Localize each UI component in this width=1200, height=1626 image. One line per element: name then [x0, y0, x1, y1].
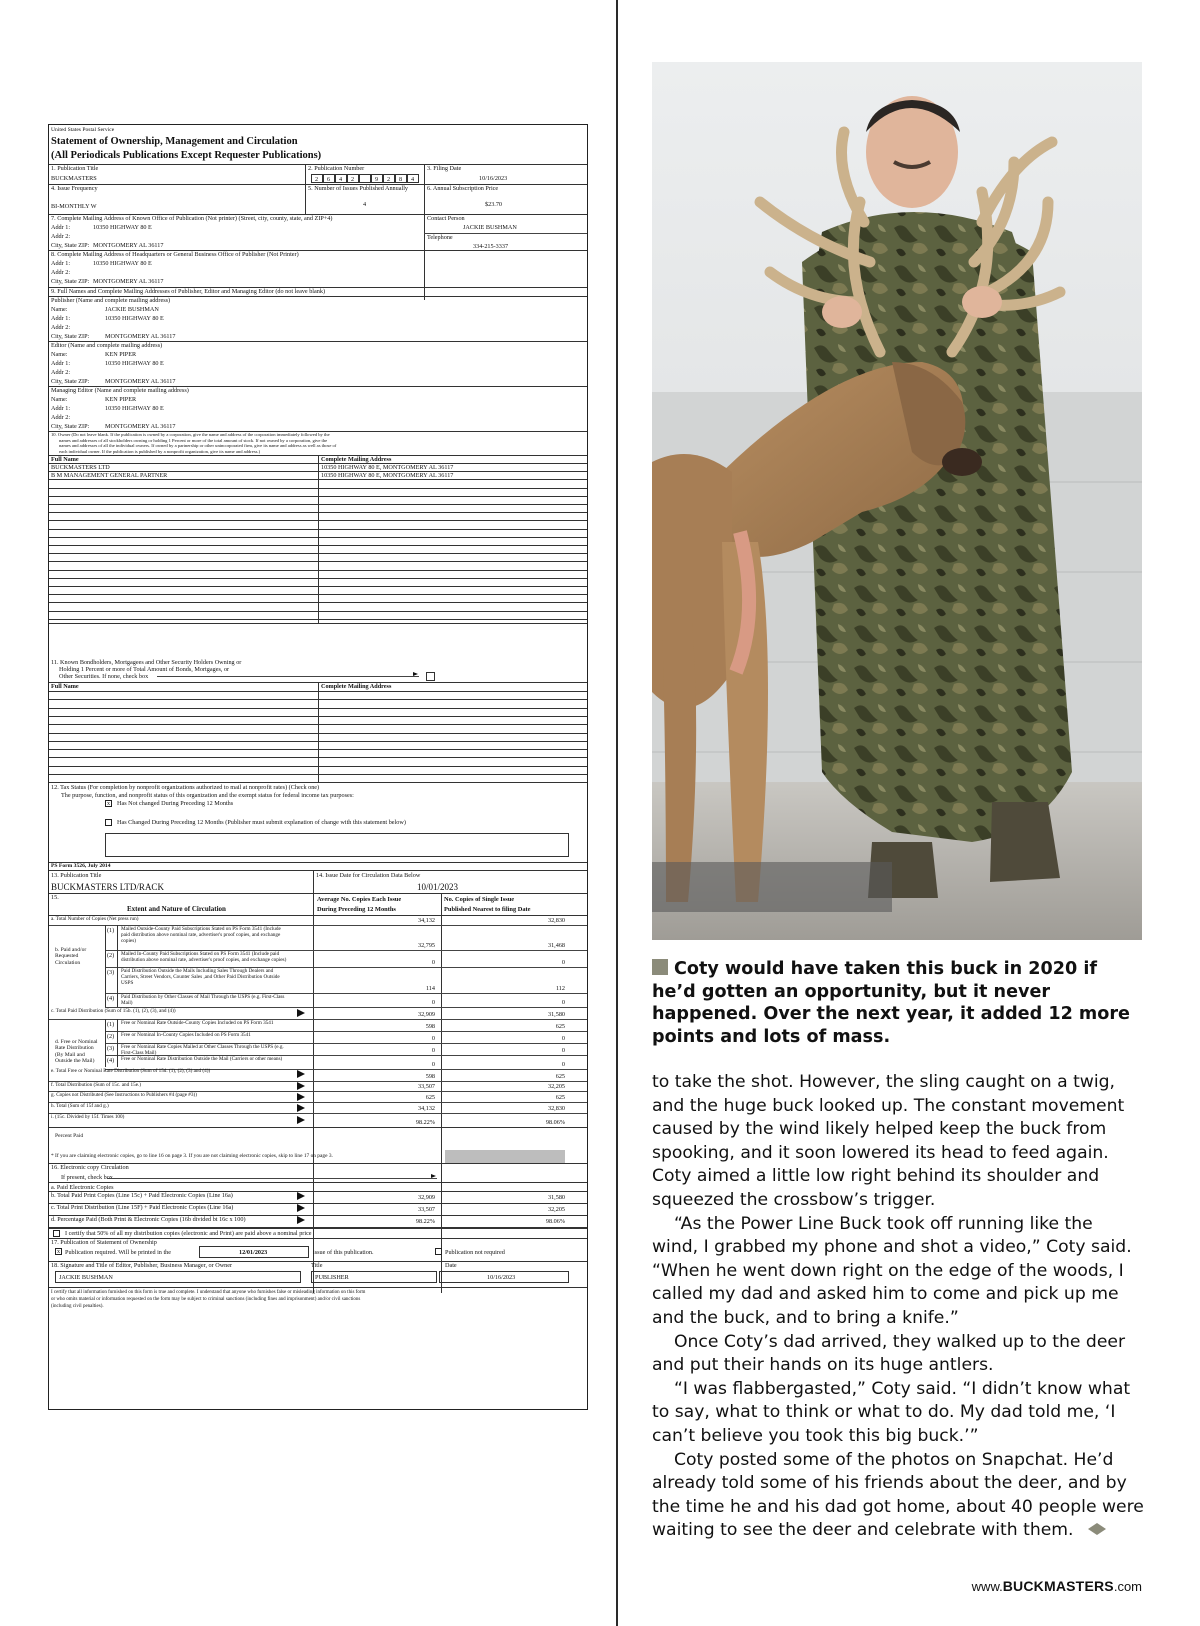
- tax-changed-checkbox[interactable]: [105, 819, 112, 826]
- hq-street: 10350 HIGHWAY 80 E: [93, 260, 152, 267]
- contact-label: Contact Person: [427, 215, 465, 222]
- publication-required-checkbox[interactable]: x: [57, 1249, 60, 1255]
- electronic-single-value: 32,205: [547, 1206, 565, 1213]
- tax-explanation-box: [105, 833, 569, 857]
- circulation-single-value: 0: [561, 1061, 565, 1068]
- circulation-avg-value: 0: [431, 1061, 435, 1068]
- paragraph-1: to take the shot. However, the sling caught on a twig, and the huge buck looked up. The constant movement caused by the wind likely helped keep the buck from spooking, and it soon lowered its head to feed again. Coty aimed a little low right behind its shoulder and squeezed the crossbow’s trigger.: [652, 1072, 1125, 1210]
- paid-circulation-group-label: b. Paid and/or Requested Circulation: [55, 947, 87, 966]
- circulation-row-label: Free or Nominal Rate Copies Mailed at Other Classes Through the USPS (e.g. First-Class Mail): [121, 1044, 284, 1056]
- circulation-row-label: i. (15c. Divided by 15f. Times 100): [51, 1114, 125, 1120]
- editor-name: KEN PIPER: [105, 351, 137, 358]
- photo-illustration: [652, 62, 1142, 940]
- names-label: 9. Full Names and Complete Mailing Addresses of Publisher, Editor and Managing Editor (do not leave blank): [51, 288, 326, 295]
- circulation-single-value: 32,830: [547, 917, 565, 924]
- circulation-avg-value: 598: [425, 1023, 435, 1030]
- managing-editor-label: Managing Editor (Name and complete mailing address): [51, 387, 189, 394]
- pub-title-13: BUCKMASTERS LTD/RACK: [51, 882, 164, 892]
- circulation-single-value: 625: [555, 1023, 565, 1030]
- pub-title-value: BUCKMASTERS: [51, 175, 97, 182]
- paragraph-3: Once Coty’s dad arrived, they walked up to the deer and put their hands on its huge antlers.: [652, 1331, 1126, 1376]
- circulation-single-value: 32,830: [547, 1105, 565, 1112]
- circulation-single-value: 31,580: [547, 1011, 565, 1018]
- electronic-row-label: c. Total Print Distribution (Line 15F) + Paid Electronic Copies (Line 16a): [51, 1204, 234, 1211]
- issue-frequency-value: BI-MONTHLY W: [51, 203, 97, 210]
- paragraph-2: “As the Power Line Buck took off running like the wind, I grabbed my phone and shot a video,” Coty said. “When he went down right on the edge of the woods, I called my dad and asked him to come and pick up me and the buck, and to bring a knife.”: [652, 1213, 1132, 1328]
- circulation-row-label: Mailed In-County Paid Subscriptions Stated on PS Form 3541 (Include paid distribution above nominal rate, advertiser's proof copies, and exchange copies): [121, 951, 287, 963]
- circulation-single-value: 112: [555, 985, 565, 992]
- circulation-row-label: h. Total (Sum of 15f and g.): [51, 1103, 109, 1109]
- circulation-avg-value: 598: [425, 1073, 435, 1080]
- publication-date: 12/01/2023: [239, 1249, 268, 1256]
- circulation-row-label: f. Total Distribution (Sum of 15c. and 15e.): [51, 1082, 142, 1088]
- ownership-statement-form: United States Postal Service Statement of Ownership, Management and Circulation (All Periodicals Publications Except Requester Publications) 1. Publication Title BUCKMASTERS 2. Publication Number 2 6 4 2 9 2 8 4 3. Filing Date 10/16/2023 4. Issue Frequency BI-MONTHLY W 5. Number of Issues Published Annually 4 6. Annual Subscription Price $23.70 7. Complete Mailing Address of Known Office of Publication (Not printer) (Street, city, county, state, and ZIP+4) Contact Person JACKIE BUSHMAN Telephone 334-215-3337 Addr 1: 10350 HIGHWAY 80 E Addr 2: City, State ZIP: MONTGOMERY AL 36117 8. Complete Mailing Address of Headquarters or General Business Office of Publisher (Not Printer) Addr 1: 10350 HIGHWAY 80 E Addr 2: City, State ZIP: MONTGOMERY AL 36117 9. Full Names and Complete Mailing Addresses of Publisher, Editor and Managing Editor (do not leave blank) Publisher (Name and complete mailing address) Name: JACKIE BUSHMAN Addr 1: 10350 HIGHWAY 80 E Addr 2: City, State ZIP: MONTGOMERY AL 36117 Editor (Name and complete mailing address) Name: KEN PIPER Addr 1: 10350 HIGHWAY 80 E Addr 2: City, State ZIP: MONTGOMERY AL 36117 Managing Editor (Name and complete mailing address) Name: KEN PIPER Addr 1: 10350 HIGHWAY 80 E Addr 2: City, State ZIP: MONTGOMERY AL 36117 10. Owner (Do not leave blank. If the publication is owned by a corporation, give the name and address of the corporation immediately followed by the names and addresses of all stockholders owning or holding 1 Percent or more of the total amount of stock. If not owned by a corporation, give the names and addresses of all the individual owners. If owned by a partnership or other unincorporated firm, give its name and address as well as those of each individual owner. If the publication is published by a nonprofit organization, give its name and address.) Full Name Complete Mailing Address BUCKMASTERS LTD 10350 HIGHWAY 80 E, MONTGOMERY AL 36117 B M MANAGEMENT GENERAL PARTNER 10350 HIGHWAY 80 E, MONTGOMERY AL 36117 11. Known Bondholders, Mortgagees and Other Security Holders Owning or Holding 1 Percent or more of Total Amount of Bonds, Mortgages, or Other Securities. If none, check box Full Name Complete Mailing Address 12. Tax Status (For completion by nonprofit organizations authorized to mail at nonprofit rates) (Check one) The purpose, function, and nonprofit status of this organization and the exempt status for federal income tax purposes: x Has Not changed During Preceding 12 Months Has Changed During Preceding 12 Months (Publisher must submit explanation of change with this statement below) PS Form 3526, July 2014 13. Publication Title BUCKMASTERS LTD/RACK 14. Issue Date for Circulation Data Below 10/01/2023 15. Extent and Nature of Circulation Average No. Copies Each Issue During Preceding 12 Months No. Copies of Single Issue Published Nearest to filing Date a. Total Number of Copies (Net press run) 34,132 32,830 (1) Mailed Outside-County Paid Subscriptions Stated on PS Form 3541 (Include paid distribution above nominal rate, advertiser's proof copies, and exchange copies) 32,795 31,468 (2) Mailed In-County Paid Subscriptions Stated on PS Form 3541 (Include paid distribution above nominal rate, advertiser's proof copies, and exchange copies) 0 0 (3) Paid Distribution Outside the Mails Including Sales Through Dealers and Carriers, Street Vendors, Counter Sales ,and Other Paid Distribution Outside USPS 114 112 (4) Paid Distribution by Other Classes of Mail Through the USPS (e.g. First-Class Mail) 0 0 c. Total Paid Distribution (Sum of 15b. (1), (2), (3), and (4)) 32,909 31,580 (1) Free or Nominal Rate Outside-County Copies Included on PS Form 3541 598 625 (2) Free or Nominal In-County Copies Included on PS Form 3541 0 0 (3) Free or Nominal Rate Copies Mailed at Other Classes Through the USPS (e.g. First-Class Mail) 0 0 (4) Free or Nominal Rate Distribution Outside the Mail (Carriers or other means) 0 0 e. Total Free or Nominal Rate Distribution (Sum of 15d. (1), (2), (3) and (4)) 598 625 f. Total Distribution (Sum of 15c. and 15e.) 33,507 32,205 g. Copies not Distributed (See Instructions to Publishers #4 (page #3)) 625 625 h. Total (Sum of 15f and g.) 34,132 32,830 i. (15c. Divided by 15f. Times 100) 98.22% 98.06% b. Paid and/or Requested Circulation d. Free or Nominal Rate Distribution (By Mail and Outside the Mail) Percent Paid * If you are claiming electronic copies, go to line 16 on page 3. If you are not claiming electronic copies, skip to line 17 on page 3. 16. Electronic copy Circulation If present, check box a. Paid Electronic Copies b. Total Paid Print Copies (Line 15c) + Paid Electronic Copies (Line 16a) 32,909 31,580 c. Total Print Distribution (Line 15F) + Paid Electronic Copies (Line 16a) 33,507 32,205 d. Percentage Paid (Both Print & Electronic Copies (16b divided bt 16c x 100) 98.22% 98.06% I certify that 50% of all my distribution copies (electronic and Print) are paid above a nominal price 17. Publication of Statement of Ownership x Publication required. Will be printed in the 12/01/2023 issue of this publication. Publication not required 18. Signature and Title of Editor, Publisher, Business Manager, or Owner Title Date JACKIE BUSHMAN PUBLISHER 10/16/2023 I certify that all information furnished on this form is true and complete. I understand that anyone who furnishes false or misleading information on this form or who omits material or information requested on the form may be subject to criminal sanctions (including fines and imprisonment) and/or civil sanctions (including civil penalties).: [48, 124, 588, 1410]
- form-agency: United States Postal Service: [51, 127, 115, 133]
- electronic-note: * If you are claiming electronic copies, go to line 16 on page 3. If you are not claiming electronic copies, skip to line 17 on page 3.: [51, 1153, 333, 1159]
- electronic-avg-value: 98.22%: [415, 1218, 435, 1225]
- pub-number-digit: 4: [407, 174, 419, 183]
- electronic-single-value: 31,580: [547, 1194, 565, 1201]
- pub-number-digit: 9: [371, 174, 383, 183]
- circulation-avg-value: 114: [425, 985, 435, 992]
- circulation-row-label: Free or Nominal Rate Distribution Outside the Mail (Carriers or other means): [121, 1056, 283, 1062]
- electronic-avg-value: 33,507: [417, 1206, 435, 1213]
- contact-value: JACKIE BUSHMAN: [463, 224, 517, 231]
- pub-number-digit: 2: [311, 174, 323, 183]
- circulation-row-label: Free or Nominal In-County Copies Included on PS Form 3541: [121, 1032, 251, 1038]
- electronic-single-value: 98.06%: [545, 1218, 565, 1225]
- circulation-single-value: 31,468: [547, 942, 565, 949]
- electronic-avg-value: 32,909: [417, 1194, 435, 1201]
- circulation-avg-value: 625: [425, 1094, 435, 1101]
- pub-title-label: 1. Publication Title: [51, 165, 99, 172]
- circulation-avg-value: 0: [431, 1047, 435, 1054]
- sub-price-label: 6. Annual Subscription Price: [427, 185, 499, 192]
- photo-caption: [652, 958, 1142, 1048]
- sub-price-value: $23.70: [485, 201, 503, 208]
- filing-date-value: 10/16/2023: [479, 175, 508, 182]
- num-issues-value: 4: [363, 201, 367, 208]
- circulation-single-value: 0: [561, 1047, 565, 1054]
- circulation-avg-value: 0: [431, 1035, 435, 1042]
- electronic-row-label: d. Percentage Paid (Both Print & Electronic Copies (16b divided bt 16c x 100): [51, 1216, 246, 1223]
- certify-50-checkbox[interactable]: [53, 1230, 60, 1237]
- hq-city: MONTGOMERY AL 36117: [93, 278, 164, 285]
- pub-number-digit: 4: [335, 174, 347, 183]
- circulation-single-value: 0: [561, 1035, 565, 1042]
- caption-square-icon: [652, 959, 668, 975]
- circulation-single-value: 625: [555, 1073, 565, 1080]
- office-city: MONTGOMERY AL 36117: [93, 242, 164, 249]
- circulation-row-label: Paid Distribution by Other Classes of Mail Through the USPS (e.g. First-Class Mail): [121, 994, 285, 1006]
- pub-number-digit: 2: [347, 174, 359, 183]
- form-title: Statement of Ownership, Management and Circulation: [51, 136, 298, 147]
- filing-date-label: 3. Filing Date: [427, 165, 462, 172]
- signature-title: PUBLISHER: [315, 1274, 349, 1281]
- paragraph-4: “I was flabbergasted,” Coty said. “I didn’t know what to say, what to think or what to do. My dad told me, ‘I can’t believe you took this big buck.’”: [652, 1378, 1131, 1446]
- publication-not-required-checkbox[interactable]: [435, 1248, 442, 1255]
- footer-url: www.BUCKMASTERS.com: [971, 1578, 1142, 1594]
- owner-name: B M MANAGEMENT GENERAL PARTNER: [51, 472, 168, 479]
- circulation-row-label: Paid Distribution Outside the Mails Including Sales Through Dealers and Carriers, Street Vendors, Counter Sales ,and Other Paid Distribution Outside USPS: [121, 968, 280, 986]
- hunter-with-buck-photo: [652, 62, 1142, 940]
- owners-address-header: Complete Mailing Address: [321, 456, 392, 463]
- circulation-row-label: a. Total Number of Copies (Net press run): [51, 916, 139, 922]
- circulation-single-value: 625: [555, 1094, 565, 1101]
- form-subtitle: (All Periodicals Publications Except Requester Publications): [51, 150, 322, 161]
- owners-fullname-header: Full Name: [51, 456, 79, 463]
- circulation-avg-value: 34,132: [417, 1105, 435, 1112]
- issue-frequency-label: 4. Issue Frequency: [51, 185, 98, 192]
- circulation-avg-value: 0: [431, 959, 435, 966]
- owner-address: 10350 HIGHWAY 80 E, MONTGOMERY AL 36117: [321, 472, 454, 479]
- circulation-single-value: 0: [561, 999, 565, 1006]
- free-distribution-group-label: d. Free or Nominal Rate Distribution (By Mail and Outside the Mail): [55, 1039, 98, 1065]
- pub-number-digit: 2: [383, 174, 395, 183]
- publisher-name: JACKIE BUSHMAN: [105, 306, 159, 313]
- column-divider: [616, 0, 618, 1626]
- pub-number-digit: [359, 174, 371, 183]
- telephone-label: Telephone: [427, 234, 453, 241]
- circulation-avg-value: 0: [431, 999, 435, 1006]
- tax-status-label: 12. Tax Status (For completion by nonprofit organizations authorized to mail at nonprofit rates) (Check one): [51, 784, 320, 791]
- end-of-article-diamond-icon: [1088, 1523, 1106, 1535]
- circulation-avg-value: 32,909: [417, 1011, 435, 1018]
- article-body: [652, 1071, 1144, 1543]
- owner-address: 10350 HIGHWAY 80 E, MONTGOMERY AL 36117: [321, 464, 454, 471]
- ps-form-number: PS Form 3526, July 2014: [51, 863, 111, 869]
- publisher-label: Publisher (Name and complete mailing address): [51, 297, 171, 304]
- extent-header: Extent and Nature of Circulation: [127, 905, 226, 913]
- owner-name: BUCKMASTERS LTD: [51, 464, 110, 471]
- circulation-avg-value: 34,132: [417, 917, 435, 924]
- num-issues-label: 5. Number of Issues Published Annually: [308, 185, 409, 192]
- paragraph-5: Coty posted some of the photos on Snapchat. He’d already told some of his friends about the deer, and by the time he and his dad got home, about 40 people were waiting to see the deer and celebrate with them.: [652, 1449, 1144, 1541]
- issue-date-value: 10/01/2023: [417, 882, 459, 892]
- signature-date: 10/16/2023: [487, 1274, 516, 1281]
- circulation-avg-value: 98.22%: [415, 1119, 435, 1126]
- circulation-single-value: 0: [561, 959, 565, 966]
- circulation-avg-value: 33,507: [417, 1083, 435, 1090]
- pub-number-digit: 8: [395, 174, 407, 183]
- pub-number-digit: 6: [323, 174, 335, 183]
- tax-not-changed-checkbox[interactable]: x: [107, 801, 110, 807]
- circulation-single-value: 32,205: [547, 1083, 565, 1090]
- office-street: 10350 HIGHWAY 80 E: [93, 224, 152, 231]
- telephone-value: 334-215-3337: [473, 243, 509, 250]
- hq-address-label: 8. Complete Mailing Address of Headquarters or General Business Office of Publisher (Not Printer): [51, 251, 299, 258]
- no-bondholders-checkbox[interactable]: [426, 672, 435, 681]
- caption-text: Coty would have taken this buck in 2020 if he’d gotten an opportunity, but it never happened. Over the next year, it added 12 more points and lots of mass.: [652, 959, 1130, 1047]
- editor-label: Editor (Name and complete mailing address): [51, 342, 163, 349]
- circulation-row-label: g. Copies not Distributed (See Instructions to Publishers #4 (page #3)): [51, 1092, 197, 1098]
- circulation-avg-value: 32,795: [417, 942, 435, 949]
- pub-number-label: 2. Publication Number: [308, 165, 365, 172]
- electronic-row-label: b. Total Paid Print Copies (Line 15c) + Paid Electronic Copies (Line 16a): [51, 1192, 233, 1199]
- signature-name: JACKIE BUSHMAN: [59, 1274, 113, 1281]
- circulation-row-label: e. Total Free or Nominal Rate Distribution (Sum of 15d. (1), (2), (3) and (4)): [51, 1068, 211, 1074]
- circulation-single-value: 98.06%: [545, 1119, 565, 1126]
- managing-editor-name: KEN PIPER: [105, 396, 137, 403]
- circulation-row-label: c. Total Paid Distribution (Sum of 15b. (1), (2), (3), and (4)): [51, 1008, 176, 1014]
- circulation-row-label: Mailed Outside-County Paid Subscriptions Stated on PS Form 3541 (Include paid distribution above nominal rate, advertiser's proof copies, and exchange copies): [121, 926, 281, 944]
- mailing-address-label: 7. Complete Mailing Address of Known Office of Publication (Not printer) (Street, city, county, state, and ZIP+4): [51, 215, 333, 222]
- circulation-row-label: Free or Nominal Rate Outside-County Copies Included on PS Form 3541: [121, 1020, 274, 1026]
